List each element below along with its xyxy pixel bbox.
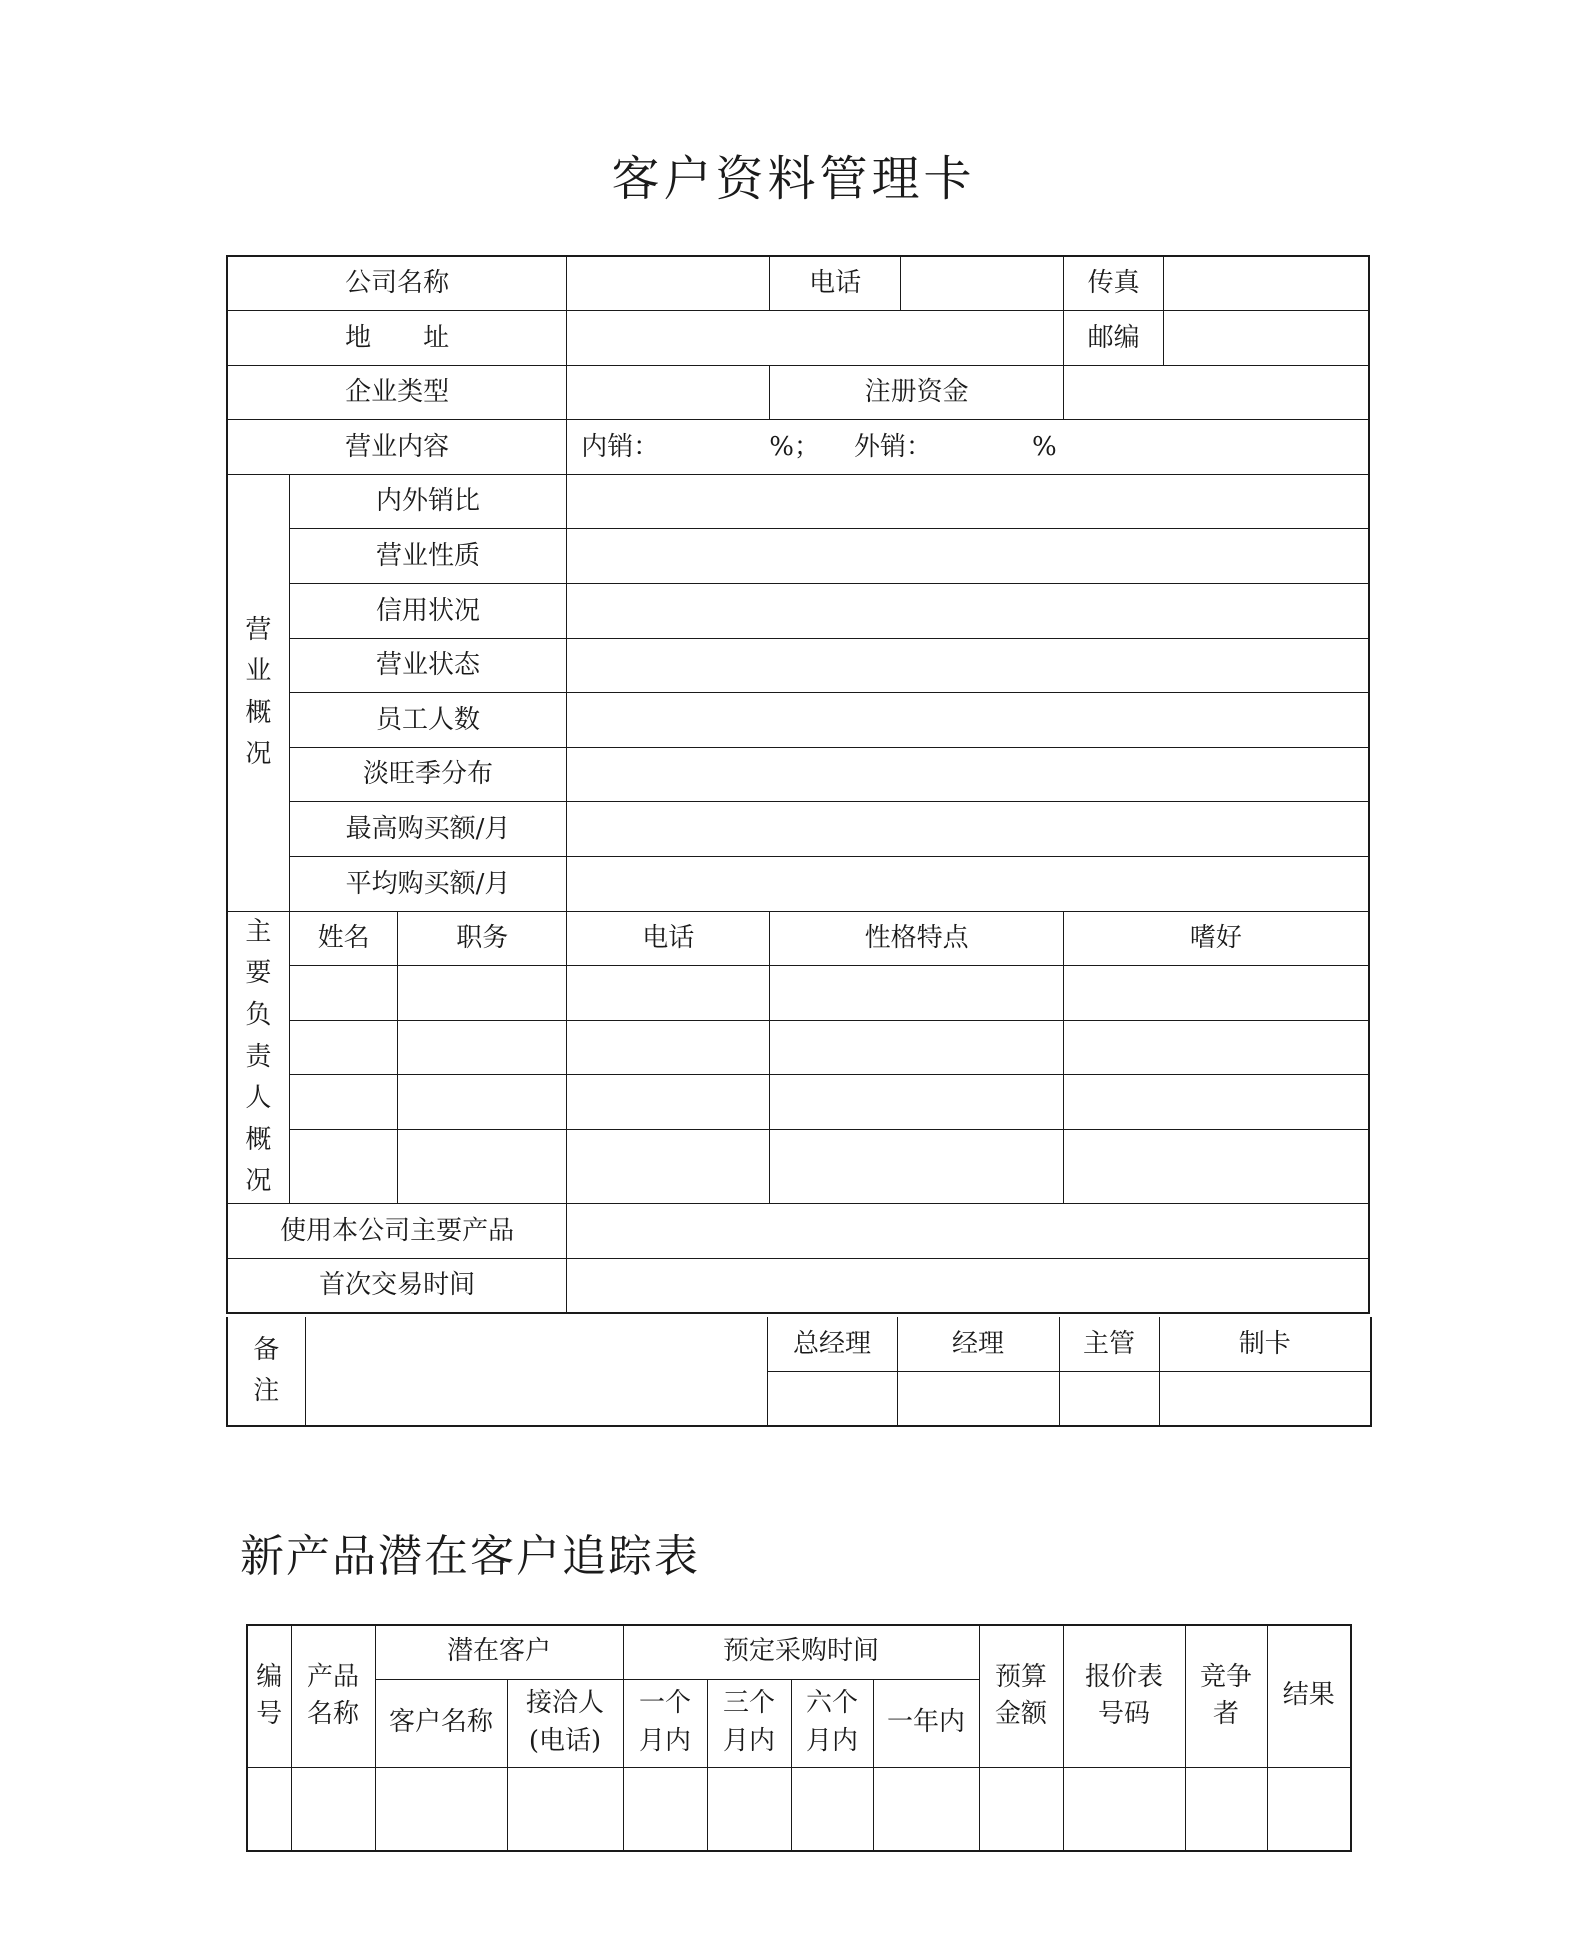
- principal-row: [227, 1020, 1369, 1075]
- tracker-cell[interactable]: [247, 1767, 291, 1851]
- tracker-cell[interactable]: [291, 1767, 375, 1851]
- principal-char: 要: [245, 958, 272, 989]
- page-title: 客户资料管理卡: [611, 151, 976, 207]
- company-name-label: 公司名称: [227, 256, 567, 311]
- principal-personality-cell[interactable]: [770, 1020, 1064, 1075]
- principal-header-title: 职务: [398, 911, 567, 966]
- header-line: 竞争: [1200, 1661, 1253, 1692]
- overview-char: 营: [245, 614, 272, 645]
- principal-title-cell[interactable]: [398, 1130, 567, 1204]
- header-line: 六个: [806, 1688, 859, 1719]
- principal-char: 人: [245, 1083, 272, 1114]
- tracker-cell[interactable]: [1185, 1767, 1267, 1851]
- sales-ratio-field[interactable]: [567, 420, 1369, 475]
- address-field[interactable]: [567, 311, 1064, 366]
- header-line: 名称: [306, 1699, 359, 1730]
- tracker-cell[interactable]: [791, 1767, 873, 1851]
- enterprise-type-field[interactable]: [567, 365, 770, 420]
- principal-personality-cell[interactable]: [770, 1130, 1064, 1204]
- principal-header-name: 姓名: [289, 911, 398, 966]
- overview-char: 况: [245, 739, 272, 770]
- principal-hobby-cell[interactable]: [1063, 1075, 1369, 1130]
- principal-header-phone: 电话: [567, 911, 770, 966]
- company-name-field[interactable]: [567, 256, 770, 311]
- header-line: (电话): [528, 1726, 602, 1756]
- overview-item-label: 淡旺季分布: [289, 747, 566, 802]
- overview-item-label: 信用状况: [289, 584, 566, 639]
- principal-phone-cell[interactable]: [567, 1020, 770, 1075]
- overview-item-field[interactable]: [567, 474, 1369, 529]
- tracker-cell[interactable]: [1267, 1767, 1351, 1851]
- header-line: 者: [1213, 1699, 1240, 1730]
- overview-item-field[interactable]: [567, 693, 1369, 748]
- registered-capital-field[interactable]: [1063, 365, 1369, 420]
- tracker-product-header: [291, 1625, 375, 1767]
- signoff-carder-field[interactable]: [1159, 1372, 1371, 1427]
- tracker-title: 新产品潜在客户追踪表: [240, 1531, 700, 1582]
- tracker-period-1y: 一年内: [873, 1679, 979, 1767]
- principal-hobby-cell[interactable]: [1063, 1130, 1369, 1204]
- principal-title-cell[interactable]: [398, 966, 567, 1021]
- domestic-percent: %；: [769, 431, 820, 462]
- overview-item-label: 内外销比: [289, 474, 566, 529]
- principal-hobby-cell[interactable]: [1063, 1020, 1369, 1075]
- principal-name-cell[interactable]: [289, 1020, 398, 1075]
- principal-group-label: [227, 911, 289, 1203]
- principal-personality-cell[interactable]: [770, 966, 1064, 1021]
- overview-char: 概: [245, 697, 272, 728]
- principal-title-cell[interactable]: [398, 1075, 567, 1130]
- header-line: 月内: [806, 1726, 859, 1756]
- export-percent: %: [1032, 431, 1057, 462]
- tracker-period-6m: [791, 1679, 873, 1767]
- signoff-gm-field[interactable]: [767, 1372, 897, 1427]
- principal-row: [227, 1075, 1369, 1130]
- principal-char: 主: [245, 916, 272, 947]
- postcode-field[interactable]: [1164, 311, 1369, 366]
- overview-item-field[interactable]: [567, 747, 1369, 802]
- header-line: 号码: [1098, 1699, 1151, 1730]
- header-line: 号: [256, 1699, 283, 1730]
- main-products-label: 使用本公司主要产品: [227, 1204, 567, 1259]
- remarks-field[interactable]: [305, 1317, 767, 1426]
- phone-label: 电话: [770, 256, 901, 311]
- principal-char: 况: [245, 1166, 272, 1197]
- principal-phone-cell[interactable]: [567, 1130, 770, 1204]
- tracker-period-3m: [707, 1679, 791, 1767]
- overview-item-label: 员工人数: [289, 693, 566, 748]
- signoff-supervisor-field[interactable]: [1059, 1372, 1159, 1427]
- overview-char: 业: [245, 656, 272, 687]
- principal-personality-cell[interactable]: [770, 1075, 1064, 1130]
- fax-field[interactable]: [1164, 256, 1369, 311]
- overview-item-field[interactable]: [567, 802, 1369, 857]
- tracker-result-header: 结果: [1267, 1625, 1351, 1767]
- first-trade-time-field[interactable]: [567, 1258, 1369, 1313]
- phone-field[interactable]: [900, 256, 1063, 311]
- signoff-manager-label: 经理: [897, 1317, 1059, 1372]
- header-line: 接洽人: [526, 1688, 605, 1719]
- remarks-char: 备: [253, 1334, 280, 1365]
- tracker-cell[interactable]: [707, 1767, 791, 1851]
- principal-char: 责: [245, 1041, 272, 1072]
- tracker-period-1m: [623, 1679, 707, 1767]
- fax-label: 传真: [1063, 256, 1164, 311]
- remarks-label: [227, 1317, 305, 1426]
- tracker-cell[interactable]: [507, 1767, 623, 1851]
- overview-item-label: 最高购买额/月: [289, 802, 566, 857]
- tracker-contact-header: [507, 1679, 623, 1767]
- principal-phone-cell[interactable]: [567, 1075, 770, 1130]
- tracker-cell[interactable]: [375, 1767, 507, 1851]
- principal-name-cell[interactable]: [289, 1075, 398, 1130]
- business-content-label: 营业内容: [227, 420, 567, 475]
- header-line: 一个: [639, 1688, 692, 1719]
- principal-header-hobby: 嗜好: [1063, 911, 1369, 966]
- registered-capital-label: 注册资金: [770, 365, 1064, 420]
- principal-char: 负: [245, 999, 272, 1030]
- signoff-manager-field[interactable]: [897, 1372, 1059, 1427]
- address-label: 地 址: [227, 311, 567, 366]
- first-trade-time-label: 首次交易时间: [227, 1258, 567, 1313]
- header-line: 金额: [995, 1699, 1048, 1730]
- principal-hobby-cell[interactable]: [1063, 966, 1369, 1021]
- header-line: 产品: [306, 1661, 359, 1692]
- remarks-char: 注: [253, 1376, 280, 1407]
- remarks-table: [226, 1317, 1372, 1427]
- overview-item-field[interactable]: [567, 529, 1369, 584]
- signoff-gm-label: 总经理: [767, 1317, 897, 1372]
- overview-item-label: 平均购买额/月: [289, 857, 566, 912]
- overview-item-field[interactable]: [567, 638, 1369, 693]
- tracker-table: [246, 1624, 1352, 1852]
- principal-header-personality: 性格特点: [770, 911, 1064, 966]
- tracker-customer-name-header: 客户名称: [375, 1679, 507, 1767]
- header-line: 报价表: [1085, 1661, 1164, 1692]
- header-line: 编: [256, 1661, 283, 1692]
- export-sales-label: 外销：: [853, 431, 932, 462]
- principal-name-cell[interactable]: [289, 966, 398, 1021]
- tracker-budget-header: [979, 1625, 1063, 1767]
- postcode-label: 邮编: [1063, 311, 1164, 366]
- tracker-no-header: [247, 1625, 291, 1767]
- header-line: 三个: [723, 1688, 776, 1719]
- header-line: 预算: [995, 1661, 1048, 1692]
- tracker-competitor-header: [1185, 1625, 1267, 1767]
- tracker-cell[interactable]: [1063, 1767, 1185, 1851]
- main-products-field[interactable]: [567, 1204, 1369, 1259]
- enterprise-type-label: 企业类型: [227, 365, 567, 420]
- principal-name-cell[interactable]: [289, 1130, 398, 1204]
- principal-title-cell[interactable]: [398, 1020, 567, 1075]
- header-line: 月内: [723, 1726, 776, 1756]
- domestic-sales-label: 内销：: [581, 431, 660, 462]
- overview-item-label: 营业性质: [289, 529, 566, 584]
- tracker-potential-customer-header: 潜在客户: [375, 1625, 623, 1679]
- tracker-quote-header: [1063, 1625, 1185, 1767]
- signoff-carder-label: 制卡: [1159, 1317, 1371, 1372]
- principal-char: 概: [245, 1124, 272, 1155]
- principal-phone-cell[interactable]: [567, 966, 770, 1021]
- overview-item-field[interactable]: [567, 584, 1369, 639]
- tracker-planned-time-header: 预定采购时间: [623, 1625, 979, 1679]
- tracker-cell[interactable]: [979, 1767, 1063, 1851]
- tracker-cell[interactable]: [623, 1767, 707, 1851]
- customer-card-table: [226, 255, 1370, 1314]
- overview-item-label: 营业状态: [289, 638, 566, 693]
- signoff-supervisor-label: 主管: [1059, 1317, 1159, 1372]
- principal-row: [227, 966, 1369, 1021]
- overview-group-label: [227, 474, 289, 911]
- tracker-data-row: [247, 1767, 1351, 1851]
- header-line: 月内: [639, 1726, 692, 1756]
- principal-row: [227, 1130, 1369, 1204]
- tracker-cell[interactable]: [873, 1767, 979, 1851]
- overview-item-field[interactable]: [567, 857, 1369, 912]
